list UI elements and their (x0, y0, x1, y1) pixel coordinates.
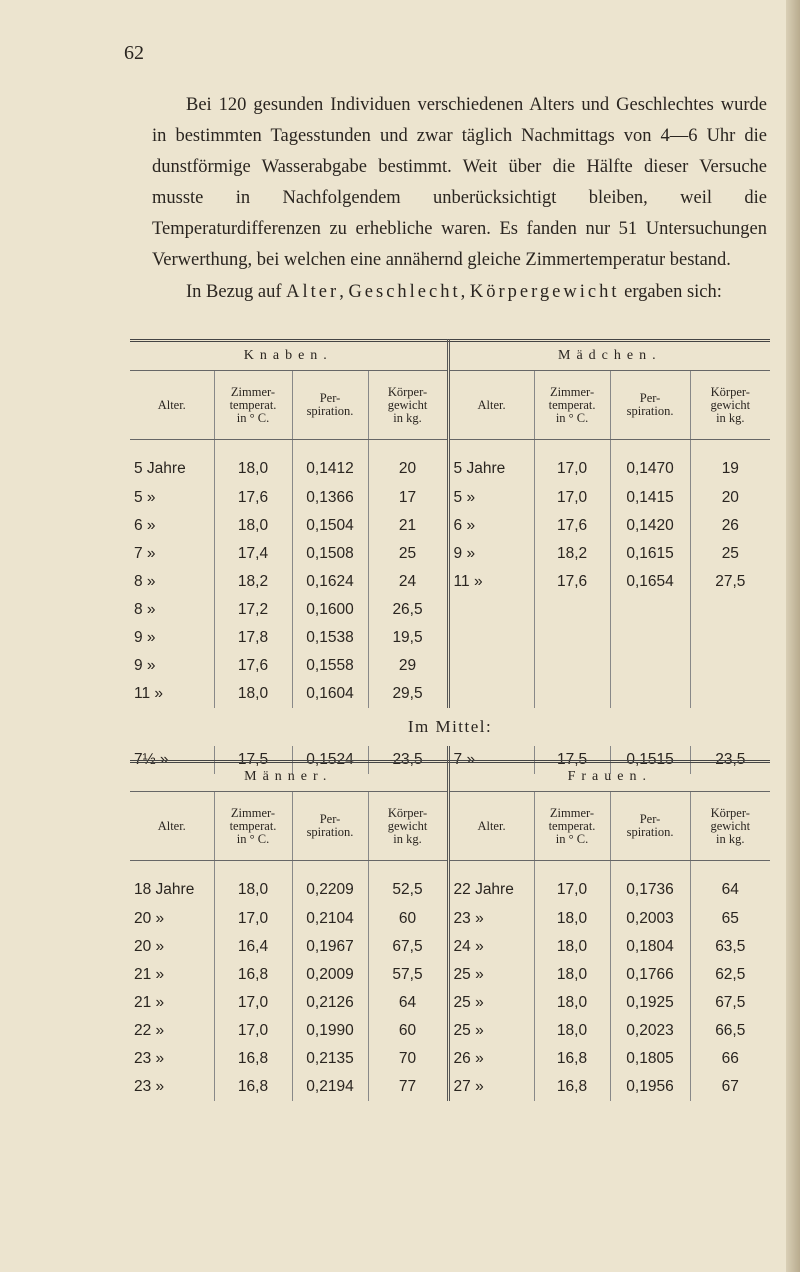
cell-perspiration (610, 680, 690, 708)
cell-age (448, 596, 534, 624)
col-header-line: Zimmer- (230, 805, 276, 820)
cell-room-temp: 17,6 (214, 652, 292, 680)
col-header-line: gewicht (387, 397, 428, 412)
cell-age (448, 624, 534, 652)
page-edge (786, 0, 800, 1272)
col-header-line: temperat. (229, 397, 277, 412)
cell-age: 5 Jahre (448, 440, 534, 485)
col-header-line: Per- (639, 391, 661, 405)
mean-room-temp: 17,5 (534, 746, 610, 774)
cell-age: 22 » (130, 1017, 214, 1045)
cell-room-temp: 16,8 (534, 1073, 610, 1101)
cell-age: 11 » (448, 568, 534, 596)
col-header-line: in ° C. (555, 410, 589, 425)
cell-room-temp: 16,4 (214, 933, 292, 961)
col-header-per (292, 792, 368, 861)
cell-body-weight: 57,5 (368, 961, 448, 989)
mean-perspiration: 0,1515 (610, 746, 690, 774)
cell-age: 23 » (448, 905, 534, 933)
cell-age: 23 » (130, 1045, 214, 1073)
cell-age: 5 Jahre (130, 440, 214, 485)
col-header-alter (448, 371, 534, 440)
cell-room-temp: 18,0 (214, 861, 292, 906)
cell-body-weight: 67,5 (715, 994, 746, 1011)
cell-room-temp: 17,8 (214, 624, 292, 652)
cell-body-weight (690, 652, 770, 680)
cell-body-weight: 63,5 (715, 938, 746, 955)
cell-body-weight: 66,5 (715, 1022, 746, 1039)
col-header-line: in kg. (393, 410, 422, 425)
cell-perspiration (610, 596, 690, 624)
table-row (130, 624, 770, 652)
cell-body-weight: 65 (721, 910, 739, 927)
cell-room-temp (534, 680, 610, 708)
cell-age: 5 » (448, 484, 534, 512)
cell-perspiration: 0,1420 (610, 512, 690, 540)
cell-room-temp: 17,0 (214, 905, 292, 933)
cell-body-weight: 67 (721, 1078, 739, 1095)
cell-room-temp: 17,0 (534, 484, 610, 512)
col-header-line: gewicht (710, 818, 751, 833)
cell-room-temp: 18,2 (214, 568, 292, 596)
cell-perspiration: 0,1366 (292, 484, 368, 512)
col-header-alter (130, 371, 214, 440)
cell-age: 9 » (130, 624, 214, 652)
cell-perspiration: 0,2009 (292, 961, 368, 989)
cell-body-weight: 20 (368, 440, 448, 485)
col-header-line: Per- (319, 391, 341, 405)
cell-body-weight: 62,5 (715, 966, 746, 983)
cell-perspiration: 0,1470 (610, 440, 690, 485)
col-header-zimmer (534, 371, 610, 440)
cell-body-weight: 25 (721, 545, 739, 562)
cell-room-temp: 17,0 (214, 989, 292, 1017)
cell-body-weight: 26,5 (368, 596, 448, 624)
cell-body-weight: 77 (368, 1073, 448, 1101)
cell-age: 5 » (130, 484, 214, 512)
summary-paragraph: In Bezug auf Alter, Geschlecht, Körpergewicht ergaben sich: (186, 282, 722, 302)
col-header-line: in ° C. (555, 831, 589, 846)
table-row (130, 680, 770, 708)
table-adults (130, 760, 770, 1101)
col-header-line: temperat. (548, 397, 596, 412)
cell-age: 9 » (448, 540, 534, 568)
cell-room-temp: 18,0 (534, 933, 610, 961)
col-header-line: Zimmer- (230, 384, 276, 399)
col-header-line: in ° C. (236, 831, 270, 846)
cell-perspiration: 0,1604 (292, 680, 368, 708)
table-row (130, 905, 770, 933)
col-header-line: temperat. (548, 818, 596, 833)
col-header-line: Alter. (477, 397, 506, 412)
cell-body-weight: 60 (368, 1017, 448, 1045)
cell-age: 24 » (448, 933, 534, 961)
cell-perspiration: 0,1538 (292, 624, 368, 652)
cell-room-temp: 16,8 (214, 1073, 292, 1101)
mean-age: 7 » (448, 746, 534, 774)
cell-room-temp: 17,6 (534, 568, 610, 596)
cell-perspiration: 0,2135 (292, 1045, 368, 1073)
cell-room-temp: 17,0 (534, 861, 610, 906)
cell-body-weight (690, 624, 770, 652)
cell-age: 6 » (448, 512, 534, 540)
cell-perspiration: 0,1967 (292, 933, 368, 961)
cell-age: 21 » (130, 989, 214, 1017)
cell-body-weight: 21 (368, 512, 448, 540)
table-row (130, 861, 770, 906)
col-header-zimmer (214, 371, 292, 440)
cell-room-temp (534, 596, 610, 624)
cell-room-temp: 18,0 (534, 989, 610, 1017)
cell-perspiration: 0,1615 (610, 540, 690, 568)
cell-age: 9 » (130, 652, 214, 680)
cell-age: 11 » (130, 680, 214, 708)
group-title-men: Männer. (130, 762, 448, 792)
cell-body-weight: 25 (368, 540, 448, 568)
cell-body-weight: 17 (368, 484, 448, 512)
col-header-line: Körper- (387, 805, 428, 820)
table-row (130, 568, 770, 596)
cell-perspiration: 0,1805 (610, 1045, 690, 1073)
table-row (130, 596, 770, 624)
cell-body-weight (690, 596, 770, 624)
col-header-line: in kg. (393, 831, 422, 846)
cell-perspiration: 0,1804 (610, 933, 690, 961)
cell-body-weight: 26 (721, 517, 739, 534)
cell-body-weight: 29 (368, 652, 448, 680)
table-row (130, 1017, 770, 1045)
col-header-line: Per- (639, 812, 661, 826)
cell-room-temp: 18,0 (214, 440, 292, 485)
table-row (130, 989, 770, 1017)
col-header-line: in kg. (716, 410, 745, 425)
cell-body-weight (690, 680, 770, 708)
cell-room-temp: 18,0 (534, 1017, 610, 1045)
table-row (130, 440, 770, 485)
table-row (130, 540, 770, 568)
table-row (130, 1073, 770, 1101)
cell-perspiration: 0,1600 (292, 596, 368, 624)
cell-perspiration: 0,2003 (610, 905, 690, 933)
cell-perspiration: 0,1990 (292, 1017, 368, 1045)
cell-room-temp: 17,0 (534, 440, 610, 485)
cell-perspiration: 0,2126 (292, 989, 368, 1017)
cell-age: 25 » (448, 961, 534, 989)
cell-perspiration: 0,1654 (610, 568, 690, 596)
col-header-line: in ° C. (236, 410, 270, 425)
cell-age: 23 » (130, 1073, 214, 1101)
cell-body-weight: 67,5 (368, 933, 448, 961)
mean-body-weight: 23,5 (368, 746, 448, 774)
cell-room-temp: 16,8 (214, 1045, 292, 1073)
col-header-line: Körper- (710, 384, 750, 399)
intro-paragraph: Bei 120 gesunden Individuen verschiedenen Alters und Geschlechtes wurde in bestimmten Tagesstunden und zwar täglich Nachmittags von 4—6 Uhr die dunstförmige Wasserabgabe bestimmt. Weit über die Hälfte dieser Versuche musste in Nachfolgendem unberücksichtigt bleiben, weil die Temperaturdifferenzen zu erhebliche waren. Es fanden nur 51 Untersuchungen Verwerthung, bei welchen eine annähernd gleiche Zimmertemperatur bestand. (152, 95, 767, 270)
col-header-koerper (690, 371, 770, 440)
cell-age: 22 Jahre (448, 861, 534, 906)
cell-room-temp: 17,6 (214, 484, 292, 512)
mean-room-temp: 17,5 (214, 746, 292, 774)
cell-room-temp (534, 652, 610, 680)
col-header-zimmer (534, 792, 610, 861)
col-header-line: Alter. (477, 818, 506, 833)
cell-perspiration: 0,1766 (610, 961, 690, 989)
cell-perspiration: 0,1624 (292, 568, 368, 596)
cell-room-temp: 18,0 (534, 961, 610, 989)
cell-body-weight: 64 (721, 881, 739, 898)
table-row (130, 933, 770, 961)
cell-room-temp: 16,8 (534, 1045, 610, 1073)
col-header-per (292, 371, 368, 440)
cell-perspiration: 0,1558 (292, 652, 368, 680)
cell-perspiration: 0,1736 (610, 861, 690, 906)
col-header-line: temperat. (229, 818, 277, 833)
table-row (130, 961, 770, 989)
cell-body-weight: 27,5 (715, 573, 746, 590)
cell-age: 25 » (448, 989, 534, 1017)
col-header-line: gewicht (387, 818, 428, 833)
cell-body-weight: 24 (368, 568, 448, 596)
cell-age: 6 » (130, 512, 214, 540)
mean-body-weight: 23,5 (715, 751, 746, 768)
cell-room-temp: 17,0 (214, 1017, 292, 1045)
cell-room-temp: 17,4 (214, 540, 292, 568)
cell-perspiration: 0,2209 (292, 861, 368, 906)
cell-perspiration: 0,2104 (292, 905, 368, 933)
cell-body-weight: 29,5 (368, 680, 448, 708)
cell-age: 21 » (130, 961, 214, 989)
cell-age: 18 Jahre (130, 861, 214, 906)
cell-body-weight: 20 (721, 489, 739, 506)
cell-room-temp: 16,8 (214, 961, 292, 989)
col-header-alter (448, 792, 534, 861)
col-header-line: spiration. (626, 825, 674, 839)
group-title-boys: Knaben. (130, 341, 448, 371)
cell-age: 8 » (130, 568, 214, 596)
col-header-line: gewicht (710, 397, 751, 412)
col-header-line: in kg. (716, 831, 745, 846)
group-title-girls: Mädchen. (448, 341, 770, 371)
mean-age: 7½ » (130, 746, 214, 774)
col-header-per (610, 792, 690, 861)
cell-body-weight: 70 (368, 1045, 448, 1073)
cell-body-weight: 19,5 (368, 624, 448, 652)
cell-perspiration: 0,1956 (610, 1073, 690, 1101)
col-header-line: Körper- (710, 805, 750, 820)
cell-perspiration (610, 624, 690, 652)
col-header-line: Körper- (387, 384, 428, 399)
cell-perspiration (610, 652, 690, 680)
cell-age: 25 » (448, 1017, 534, 1045)
cell-room-temp (534, 624, 610, 652)
cell-perspiration: 0,1508 (292, 540, 368, 568)
col-header-line: Zimmer- (549, 805, 595, 820)
col-header-alter (130, 792, 214, 861)
col-header-koerper (368, 371, 448, 440)
cell-room-temp: 18,2 (534, 540, 610, 568)
cell-room-temp: 17,2 (214, 596, 292, 624)
cell-age (448, 680, 534, 708)
group-title-women: Frauen. (448, 762, 770, 792)
cell-perspiration: 0,1504 (292, 512, 368, 540)
col-header-koerper (690, 792, 770, 861)
cell-age: 27 » (448, 1073, 534, 1101)
cell-body-weight: 52,5 (368, 861, 448, 906)
table-row (130, 512, 770, 540)
cell-perspiration: 0,1415 (610, 484, 690, 512)
page-number: 62 (124, 42, 144, 64)
cell-body-weight: 64 (368, 989, 448, 1017)
cell-age: 20 » (130, 905, 214, 933)
col-header-per (610, 371, 690, 440)
cell-room-temp: 18,0 (214, 512, 292, 540)
cell-perspiration: 0,1925 (610, 989, 690, 1017)
cell-age (448, 652, 534, 680)
cell-age: 20 » (130, 933, 214, 961)
col-header-line: Zimmer- (549, 384, 595, 399)
col-header-line: Alter. (157, 397, 186, 412)
table-row (130, 652, 770, 680)
mean-perspiration: 0,1524 (292, 746, 368, 774)
cell-body-weight: 19 (721, 460, 739, 477)
col-header-zimmer (214, 792, 292, 861)
col-header-line: spiration. (306, 404, 354, 418)
col-header-line: spiration. (306, 825, 354, 839)
table-children (130, 339, 770, 774)
col-header-line: Alter. (157, 818, 186, 833)
col-header-koerper (368, 792, 448, 861)
cell-body-weight: 60 (368, 905, 448, 933)
cell-perspiration: 0,1412 (292, 440, 368, 485)
col-header-line: spiration. (626, 404, 674, 418)
cell-age: 26 » (448, 1045, 534, 1073)
cell-body-weight: 66 (721, 1050, 739, 1067)
cell-room-temp: 17,6 (534, 512, 610, 540)
cell-room-temp: 18,0 (214, 680, 292, 708)
cell-room-temp: 18,0 (534, 905, 610, 933)
cell-perspiration: 0,2023 (610, 1017, 690, 1045)
mean-label: Im Mittel: (407, 717, 493, 736)
cell-perspiration: 0,2194 (292, 1073, 368, 1101)
table-row (130, 484, 770, 512)
cell-age: 7 » (130, 540, 214, 568)
table-row (130, 1045, 770, 1073)
cell-age: 8 » (130, 596, 214, 624)
col-header-line: Per- (319, 812, 341, 826)
